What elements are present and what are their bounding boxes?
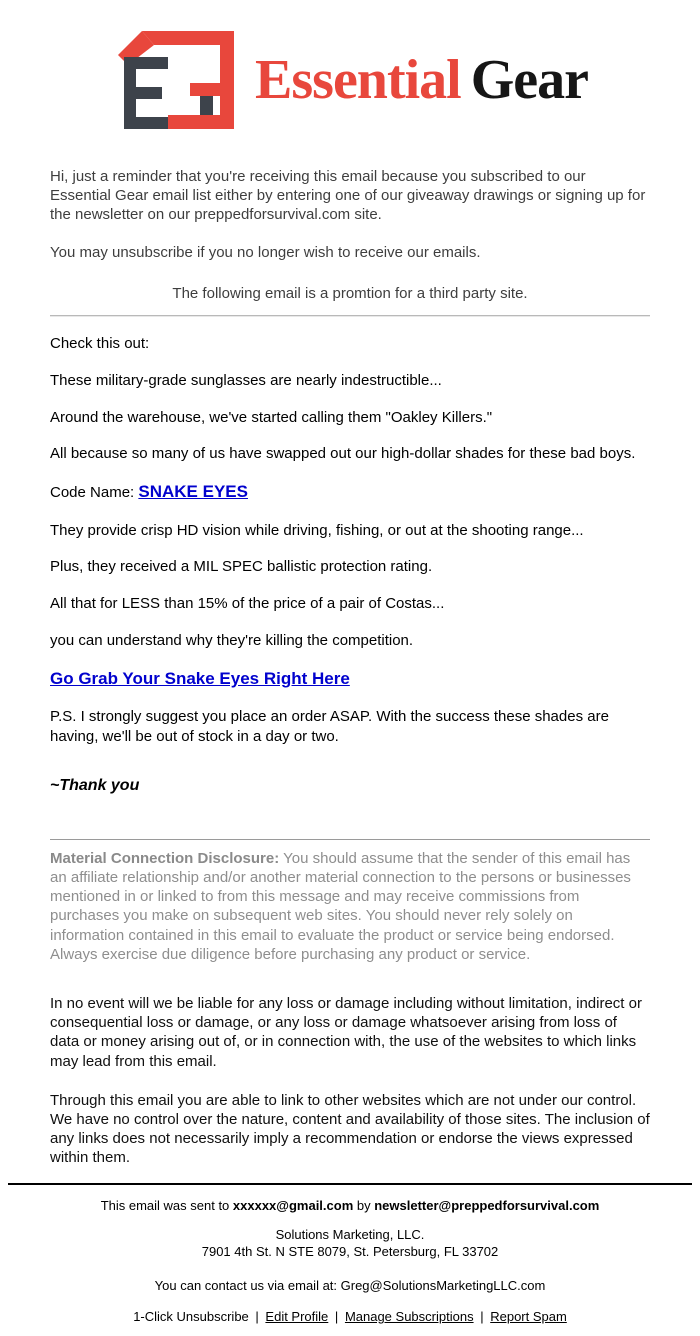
company-street-address: 7901 4th St. N STE 8079, St. Petersburg, FL 33702 xyxy=(201,1244,499,1260)
report-spam-link[interactable]: Report Spam xyxy=(490,1309,567,1325)
contact-prefix: You can contact us via email at: xyxy=(154,1278,341,1294)
body-paragraph-warehouse: Around the warehouse, we've started calling them "Oakley Killers." xyxy=(50,408,493,426)
intro-paragraph-1: Hi, just a reminder that you're receiving this email because you subscribed to our Essential Gear email list either by entering one of our giveaway drawings or signing up for the newsletter on our preppedforsurvival.com site. xyxy=(50,168,646,223)
recipient-email: xxxxxx@gmail.com xyxy=(232,1198,354,1214)
intro-paragraph-2: You may unsubscribe if you no longer wish to receive our emails. xyxy=(50,244,481,262)
one-click-unsubscribe-link[interactable]: 1-Click Unsubscribe xyxy=(133,1309,249,1325)
brand-title-essential: Essential xyxy=(255,49,461,111)
footer-separator: | xyxy=(255,1309,259,1325)
contact-email: Greg@SolutionsMarketingLLC.com xyxy=(340,1278,546,1294)
cta-line xyxy=(50,668,650,690)
edit-profile-link[interactable]: Edit Profile xyxy=(265,1309,329,1325)
sent-by-text: by xyxy=(353,1198,375,1214)
essential-gear-logo-icon xyxy=(112,29,237,131)
code-name-label: Code Name: xyxy=(50,484,139,502)
body-paragraph-military: These military-grade sunglasses are nearly indestructible... xyxy=(50,371,442,389)
manage-subscriptions-link[interactable]: Manage Subscriptions xyxy=(344,1309,474,1325)
snake-eyes-cta-link[interactable]: Go Grab Your Snake Eyes Right Here xyxy=(50,668,350,688)
signoff: ~Thank you xyxy=(50,776,140,794)
disclosure-label: Material Connection Disclosure: xyxy=(50,849,280,867)
company-address-block xyxy=(0,1227,700,1261)
disclosure-divider xyxy=(50,839,650,840)
body-paragraph-price: All that for LESS than 15% of the price of a pair of Costas... xyxy=(50,595,445,613)
brand-header xyxy=(0,0,700,132)
email-content xyxy=(0,168,700,1167)
body-paragraph-milspec: Plus, they received a MIL SPEC ballistic protection rating. xyxy=(50,558,433,576)
brand-title xyxy=(255,48,588,112)
footer-separator: | xyxy=(480,1309,484,1325)
company-name: Solutions Marketing, LLC. xyxy=(275,1227,425,1243)
body-paragraph-check: Check this out: xyxy=(50,335,150,352)
contact-line xyxy=(0,1278,700,1293)
section-divider xyxy=(50,315,650,317)
body-paragraph-swapped: All because so many of us have swapped out our high-dollar shades for these bad boys. xyxy=(50,445,636,463)
body-paragraph-vision: They provide crisp HD vision while driving, fishing, or out at the shooting range... xyxy=(50,521,584,539)
disclosure-text: You should assume that the sender of this email has an affiliate relationship and/or another material connection to the persons or businesses mentioned in or linked to from this message and may receive commissions from purchases you make on subsequent web sites. You should never rely solely on information contained in this email to evaluate the product or service being endorsed. Always exercise due diligence before purchasing any product or service. xyxy=(50,849,631,963)
third-party-notice: The following email is a promtion for a third party site. xyxy=(172,285,528,302)
footer-divider xyxy=(8,1183,692,1185)
body-paragraph-competition: you can understand why they're killing the competition. xyxy=(50,632,414,650)
sender-email: newsletter@preppedforsurvival.com xyxy=(374,1198,600,1214)
email-footer xyxy=(0,1198,700,1324)
code-name-line xyxy=(50,481,650,503)
sent-to-line xyxy=(0,1198,700,1213)
legal-paragraph-1: In no event will we be liable for any loss or damage including without limitation, indirect or consequential loss or damage, or any loss or damage whatsoever arising from loss of data or money arising out of, or in connection with, the use of the websites to which links may lead from this email. xyxy=(50,994,642,1070)
sent-to-prefix: This email was sent to xyxy=(100,1198,233,1214)
footer-links xyxy=(0,1309,700,1324)
disclosure-paragraph xyxy=(50,849,650,964)
legal-paragraph-2: Through this email you are able to link to other websites which are not under our control. We have no control over the nature, content and availability of those sites. The inclusion of any links does not necessarily imply a recommendation or endorse the views expressed within them. xyxy=(50,1091,650,1167)
snake-eyes-link[interactable]: SNAKE EYES xyxy=(138,482,248,502)
footer-separator: | xyxy=(334,1309,339,1325)
brand-title-gear: Gear xyxy=(470,49,588,111)
body-paragraph-ps: P.S. I strongly suggest you place an order ASAP. With the success these shades are having, we'll be out of stock in a day or two. xyxy=(50,708,609,746)
